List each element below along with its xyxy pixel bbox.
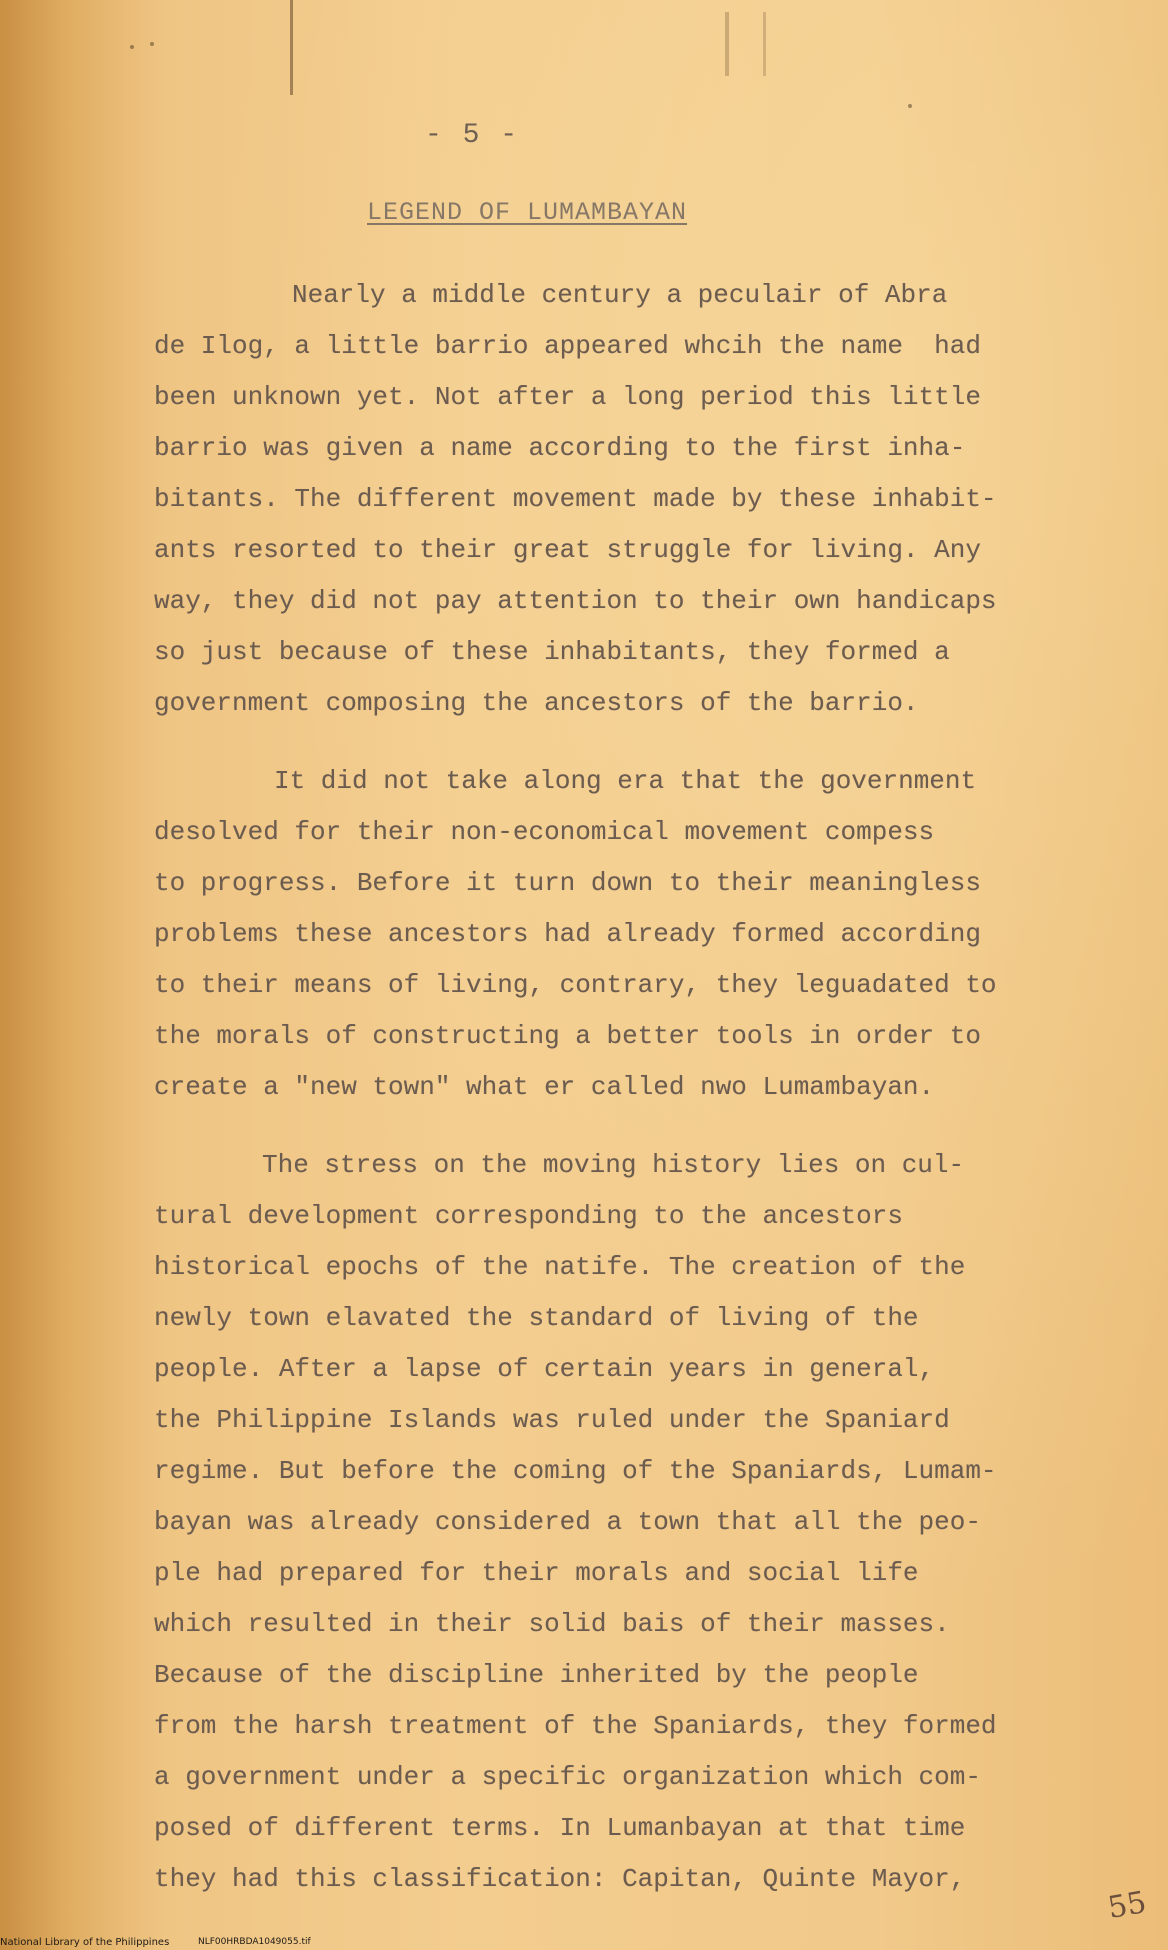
paragraph-1-line-2: de Ilog, a little barrio appeared whcih the name had bbox=[154, 331, 981, 361]
paragraph-1-line-4: barrio was given a name according to the first inha- bbox=[154, 433, 966, 463]
paragraph-1-line-9: government composing the ancestors of the barrio. bbox=[154, 688, 919, 718]
paragraph-1-line-1: Nearly a middle century a peculair of Abra bbox=[292, 280, 948, 310]
ink-dot bbox=[130, 45, 134, 49]
paragraph-2-line-6: the morals of constructing a better tools in order to bbox=[154, 1021, 981, 1051]
binding-mark bbox=[290, 0, 313, 95]
paragraph-3-line-5: people. After a lapse of certain years in general, bbox=[154, 1354, 935, 1384]
ink-dot bbox=[908, 104, 912, 108]
document-title: LEGEND OF LUMAMBAYAN bbox=[367, 198, 688, 227]
paragraph-2-line-7: create a "new town" what er called nwo Lumambayan. bbox=[154, 1072, 935, 1102]
paragraph-1-line-3: been unknown yet. Not after a long period this little bbox=[154, 382, 981, 412]
handwritten-page-number: 55 bbox=[1105, 1884, 1149, 1927]
paragraph-3-line-8: bayan was already considered a town that all the peo- bbox=[154, 1507, 981, 1537]
footer-library: National Library of the Philippines bbox=[0, 1937, 170, 1948]
paragraph-3-line-9: ple had prepared for their morals and social life bbox=[154, 1558, 919, 1588]
page-number: - 5 - bbox=[425, 120, 520, 151]
footer-file-id: NLF00HRBDA1049055.tif bbox=[198, 1937, 311, 1947]
paragraph-3-line-14: posed of different terms. In Lumanbayan at that time bbox=[154, 1813, 966, 1843]
paragraph-2-line-5: to their means of living, contrary, they leguadated to bbox=[154, 970, 997, 1000]
paragraph-3-line-6: the Philippine Islands was ruled under the Spaniard bbox=[154, 1405, 950, 1435]
paragraph-3-line-10: which resulted in their solid bais of their masses. bbox=[154, 1609, 950, 1639]
paragraph-3-line-12: from the harsh treatment of the Spaniards, they formed bbox=[154, 1711, 997, 1741]
paragraph-3-line-4: newly town elavated the standard of living of the bbox=[154, 1303, 919, 1333]
paragraph-3-line-15: they had this classification: Capitan, Quinte Mayor, bbox=[154, 1864, 966, 1894]
paragraph-1-line-7: way, they did not pay attention to their own handicaps bbox=[154, 586, 997, 616]
staple-mark bbox=[725, 12, 766, 76]
paragraph-2-line-3: to progress. Before it turn down to their meaningless bbox=[154, 868, 981, 898]
paragraph-3-line-7: regime. But before the coming of the Spaniards, Lumam- bbox=[154, 1456, 997, 1486]
paragraph-1-line-5: bitants. The different movement made by these inhabit- bbox=[154, 484, 997, 514]
paragraph-1-line-6: ants resorted to their great struggle for living. Any bbox=[154, 535, 981, 565]
paragraph-3-line-11: Because of the discipline inherited by the people bbox=[154, 1660, 919, 1690]
paragraph-3-line-2: tural development corresponding to the ancestors bbox=[154, 1201, 903, 1231]
paragraph-2-line-1: It did not take along era that the government bbox=[274, 766, 977, 796]
paragraph-3-line-13: a government under a specific organization which com- bbox=[154, 1762, 981, 1792]
ink-dot bbox=[150, 42, 154, 46]
paragraph-2-line-2: desolved for their non-economical movement compess bbox=[154, 817, 935, 847]
paragraph-3-line-3: historical epochs of the natife. The creation of the bbox=[154, 1252, 966, 1282]
paragraph-2-line-4: problems these ancestors had already formed according bbox=[154, 919, 981, 949]
paragraph-3-line-1: The stress on the moving history lies on cul- bbox=[262, 1150, 965, 1180]
paragraph-1-line-8: so just because of these inhabitants, they formed a bbox=[154, 637, 950, 667]
